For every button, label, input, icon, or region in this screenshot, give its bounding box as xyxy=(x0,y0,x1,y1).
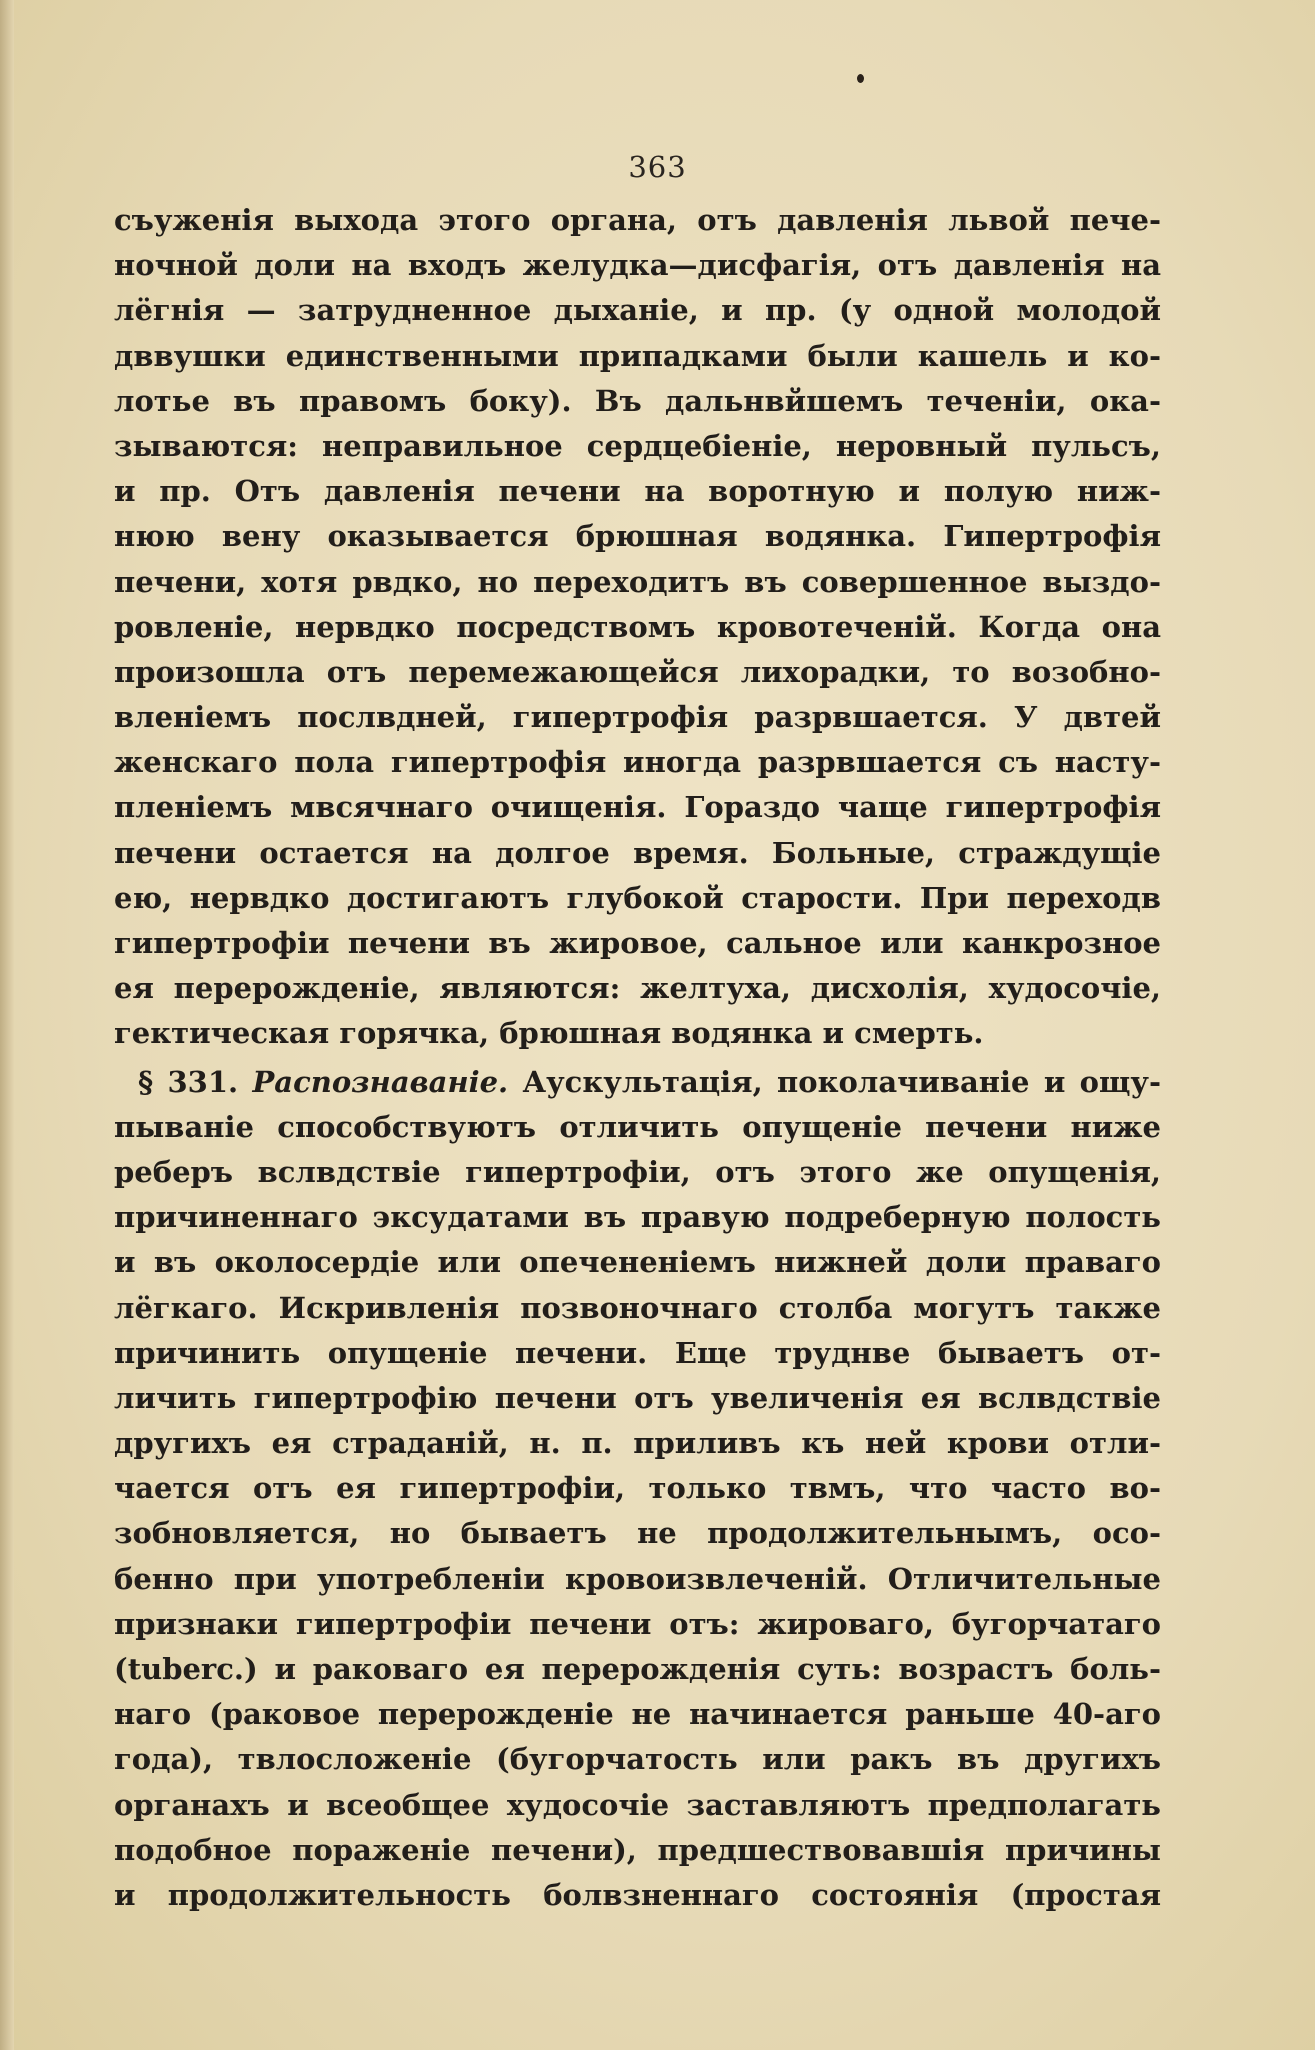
text-line: ея перерожденіе, являются: желтуха, дисхолія, худосочіе, xyxy=(114,971,1161,1006)
paragraph-1 xyxy=(114,198,1161,1057)
text-line: реберъ вслвдствіе гипертрофіи, отъ этого же опущенія, xyxy=(114,1154,1161,1189)
text-line: признаки гипертрофіи печени отъ: жироваго, бугорчатаго xyxy=(114,1606,1161,1641)
page-edge-shadow xyxy=(0,0,14,2050)
text-line: вленіемъ послвдней, гипертрофія разрвшается. У двтей xyxy=(114,700,1161,735)
text-line: ею, нервдко достигаютъ глубокой старости. При переходв xyxy=(114,880,1161,915)
text-line: причинить опущеніе печени. Еще труднве бываетъ от- xyxy=(114,1335,1161,1370)
text-line: произошла отъ перемежающейся лихорадки, то возобно- xyxy=(114,654,1161,689)
text-line: съуженія выхода этого органа, отъ давленія львой пече- xyxy=(114,203,1161,237)
text-line: и продолжительность болвзненнаго состоянія (простая xyxy=(114,1877,1161,1912)
text-line: другихъ ея страданій, н. п. приливъ къ ней крови отли- xyxy=(114,1426,1161,1461)
text-line: (tuberc.) и раковаго ея перерожденія суть: возрастъ боль- xyxy=(114,1652,1161,1686)
ink-speck xyxy=(857,74,864,83)
section-heading-line xyxy=(114,1060,1161,1105)
page-number: 363 xyxy=(628,150,687,184)
text-line: бенно при употребленіи кровоизвлеченій. Отличительные xyxy=(114,1561,1161,1596)
text-line: зобновляется, но бываетъ не продолжительнымъ, осо- xyxy=(114,1516,1161,1551)
text-line: печени, хотя рвдко, но переходитъ въ совершенное выздо- xyxy=(114,564,1161,599)
text-line: наго (раковое перерожденіе не начинается раньше 40-аго xyxy=(114,1697,1161,1732)
text-line: чается отъ ея гипертрофіи, только твмъ, что часто во- xyxy=(114,1471,1161,1506)
text-line: нюю вену оказывается брюшная водянка. Гипертрофія xyxy=(114,519,1161,554)
text-line: органахъ и всеобщее худосочіе заставляютъ предполагать xyxy=(114,1787,1161,1822)
section-title: Распознаваніе. xyxy=(252,1064,509,1099)
text-line: причиненнаго эксудатами въ правую подреберную полость xyxy=(114,1200,1161,1235)
text-line: печени остается на долгое время. Больные, страждущіе xyxy=(114,835,1161,870)
text-line: и въ околосердіе или опечененіемъ нижней доли праваго xyxy=(114,1245,1161,1280)
paragraph-2 xyxy=(114,1060,1161,1919)
text-line: гектическая горячка, брюшная водянка и смерть. xyxy=(114,1016,984,1051)
text-line: личить гипертрофію печени отъ увеличенія ея вслвдствіе xyxy=(114,1380,1161,1415)
text-line: гипертрофіи печени въ жировое, сальное или канкрозное xyxy=(114,926,1161,960)
body-text xyxy=(114,198,1161,1918)
text-line: зываются: неправильное сердцебіеніе, неровный пульсъ, xyxy=(114,428,1161,463)
text-line: ровленіе, нервдко посредствомъ кровотеченій. Когда она xyxy=(114,609,1161,644)
text-line: дввушки единственными припадками были кашель и ко- xyxy=(114,338,1161,373)
section-first-line-text: Аускультація, поколачиваніе и ощу- xyxy=(522,1064,1161,1099)
section-number: § 331. xyxy=(138,1064,239,1099)
text-line: года), твлосложеніе (бугорчатость или ракъ въ другихъ xyxy=(114,1742,1161,1777)
text-line: ночной доли на входъ желудка—дисфагія, отъ давленія на xyxy=(114,248,1161,283)
text-line: пываніе способствуютъ отличить опущеніе печени ниже xyxy=(114,1109,1161,1144)
text-line: лёгкаго. Искривленія позвоночнаго столба могутъ также xyxy=(114,1290,1161,1325)
text-line: женскаго пола гипертрофія иногда разрвшается съ насту- xyxy=(114,745,1161,780)
text-line: подобное пораженіе печени), предшествовавшія причины xyxy=(114,1832,1161,1867)
text-line: лотье въ правомъ боку). Въ дальнвйшемъ теченіи, ока- xyxy=(114,383,1161,418)
text-line: и пр. Отъ давленія печени на воротную и полую ниж- xyxy=(114,474,1161,509)
text-line: лёгнія — затрудненное дыханіе, и пр. (у одной молодой xyxy=(114,293,1161,328)
text-line: пленіемъ мвсячнаго очищенія. Гораздо чаще гипертрофія xyxy=(114,790,1161,825)
